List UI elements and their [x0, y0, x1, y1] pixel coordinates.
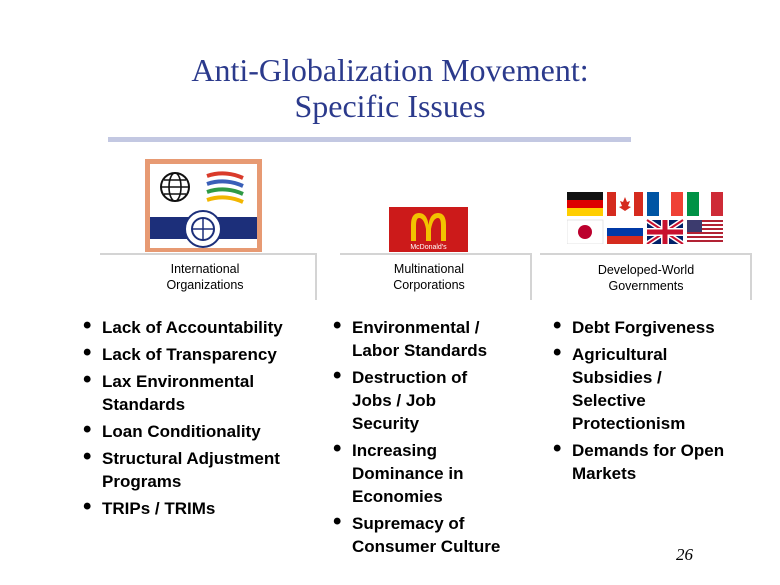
list-item: • Debt Forgiveness: [550, 316, 755, 339]
list-item: • Lack of Accountability: [80, 316, 315, 339]
list-item: • Agricultural Subsidies / Selective Protectionism: [550, 343, 707, 435]
list-item: • Lax Environmental Standards: [80, 370, 292, 416]
list-item: • Structural Adjustment Programs: [80, 447, 317, 493]
flag-italy-icon: [687, 192, 723, 216]
page-number: 26: [676, 545, 693, 564]
list-item: • Demands for Open Markets: [550, 439, 762, 485]
flag-france-icon: [647, 192, 683, 216]
list-item: • Supremacy of Consumer Culture: [330, 512, 532, 558]
mcdonalds-arches-icon: [389, 207, 468, 252]
imf-seal-icon: [150, 210, 257, 248]
list-item: • Environmental / Labor Standards: [330, 316, 507, 362]
list-item: • Destruction of Jobs / Job Security: [330, 366, 492, 435]
col2-top-rule: [340, 253, 530, 255]
list-item: • Lack of Transparency: [80, 343, 315, 366]
title-line-2: Specific Issues: [294, 88, 486, 124]
column-heading-intl: International Organizations: [166, 262, 244, 292]
col3-right-rule: [750, 253, 752, 300]
list-item: • Loan Conditionality: [80, 420, 315, 443]
g8-flags-logo: [567, 192, 723, 244]
col3-top-rule: [540, 253, 750, 255]
svg-text:McDonald's: McDonald's: [410, 244, 447, 251]
list-item: • Increasing Dominance in Economies: [330, 439, 482, 508]
flag-usa-icon: [687, 220, 723, 244]
col2-right-rule: [530, 253, 532, 300]
govts-issues-list: [550, 316, 755, 485]
flag-russia-icon: [607, 220, 643, 244]
col1-right-rule: [315, 253, 317, 300]
intl-orgs-issues-list: [80, 316, 315, 520]
slide-title: [0, 52, 780, 124]
flag-uk-icon: [647, 220, 683, 244]
globe-icon: [158, 170, 192, 204]
column-heading-mnc: Multinational Corporations: [393, 262, 465, 292]
mnc-issues-list: [330, 316, 530, 558]
wto-logo-icon: [203, 170, 247, 204]
mcdonalds-logo: [389, 207, 468, 252]
title-line-1: Anti-Globalization Movement:: [191, 52, 589, 88]
flag-canada-icon: [607, 192, 643, 216]
flag-germany-icon: [567, 192, 603, 216]
title-divider: [108, 137, 631, 142]
flag-japan-icon: [567, 220, 603, 244]
col1-top-rule: [100, 253, 315, 255]
column-heading-govts: Developed-World Governments: [597, 263, 695, 293]
list-item: • TRIPs / TRIMs: [80, 497, 315, 520]
